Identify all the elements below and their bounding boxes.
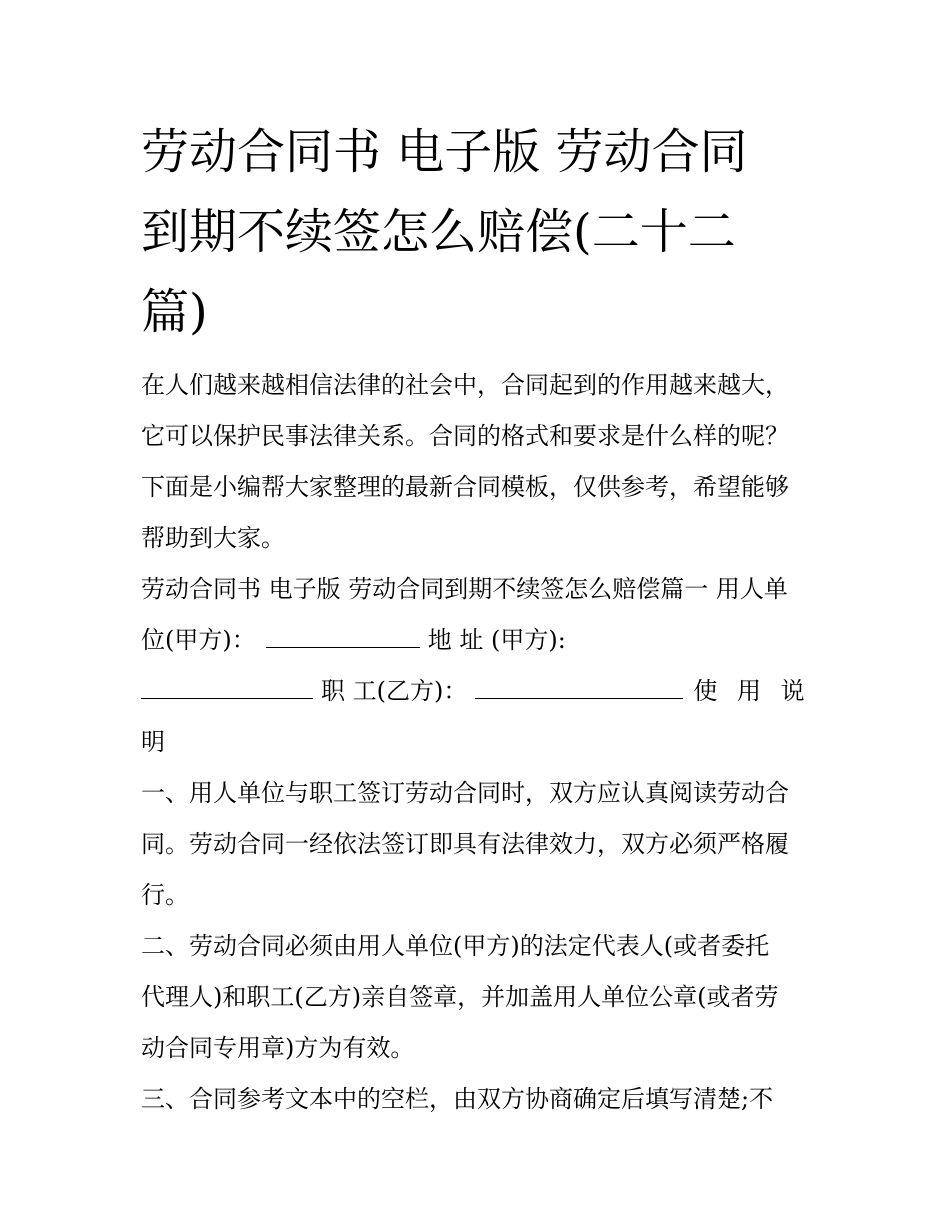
document-content [141, 112, 811, 1125]
text-line: 行。 [141, 881, 189, 909]
usage-tail: 明 [141, 728, 165, 756]
text-line: 动合同专用章)方为有效。 [141, 1034, 415, 1062]
contract-header-paragraph [141, 564, 811, 768]
employer-blank [266, 621, 420, 648]
text-line: 二、劳动合同必须由用人单位(甲方)的法定代表人(或者委托 [141, 932, 770, 960]
text-line: 它可以保护民事法律关系。合同的格式和要求是什么样的呢？ [141, 422, 789, 450]
employer-field-line [141, 615, 811, 666]
contract-heading-line: 劳动合同书 电子版 劳动合同到期不续签怎么赔偿篇一 用人单 [141, 575, 788, 603]
title-line: 到期不续签怎么赔偿(二十二 [141, 204, 736, 260]
clause-3 [141, 1074, 811, 1125]
document-title [141, 112, 781, 352]
intro-paragraph [141, 360, 811, 564]
employee-label: 职 工(乙方)： [321, 677, 468, 705]
text-line: 代理人)和职工(乙方)亲自签章，并加盖用人单位公章(或者劳 [141, 983, 779, 1011]
text-line: 一、用人单位与职工签订劳动合同时，双方应认真阅读劳动合 [141, 779, 789, 807]
text-line: 在人们越来越相信法律的社会中，合同起到的作用越来越大， [141, 371, 789, 399]
employee-field-line [141, 666, 811, 717]
text-line: 三、合同参考文本中的空栏，由双方协商确定后填写清楚;不 [141, 1085, 774, 1113]
clause-1 [141, 768, 811, 921]
document-body [141, 360, 811, 1125]
employer-label: 位(甲方)： [141, 626, 256, 654]
title-line: 篇) [141, 284, 208, 340]
text-line: 帮助到大家。 [141, 524, 285, 552]
text-line: 下面是小编帮大家整理的最新合同模板，仅供参考，希望能够 [141, 473, 789, 501]
employee-field-group [141, 666, 693, 717]
usage-label: 使 用 说 [693, 677, 811, 705]
text-line: 同。劳动合同一经依法签订即具有法律效力，双方必须严格履 [141, 830, 789, 858]
employee-blank [475, 672, 683, 699]
address-label: 地 址 (甲方): [427, 626, 566, 654]
address-blank [141, 672, 313, 699]
clause-2 [141, 921, 811, 1074]
title-line: 劳动合同书 电子版 劳动合同 [141, 124, 748, 180]
